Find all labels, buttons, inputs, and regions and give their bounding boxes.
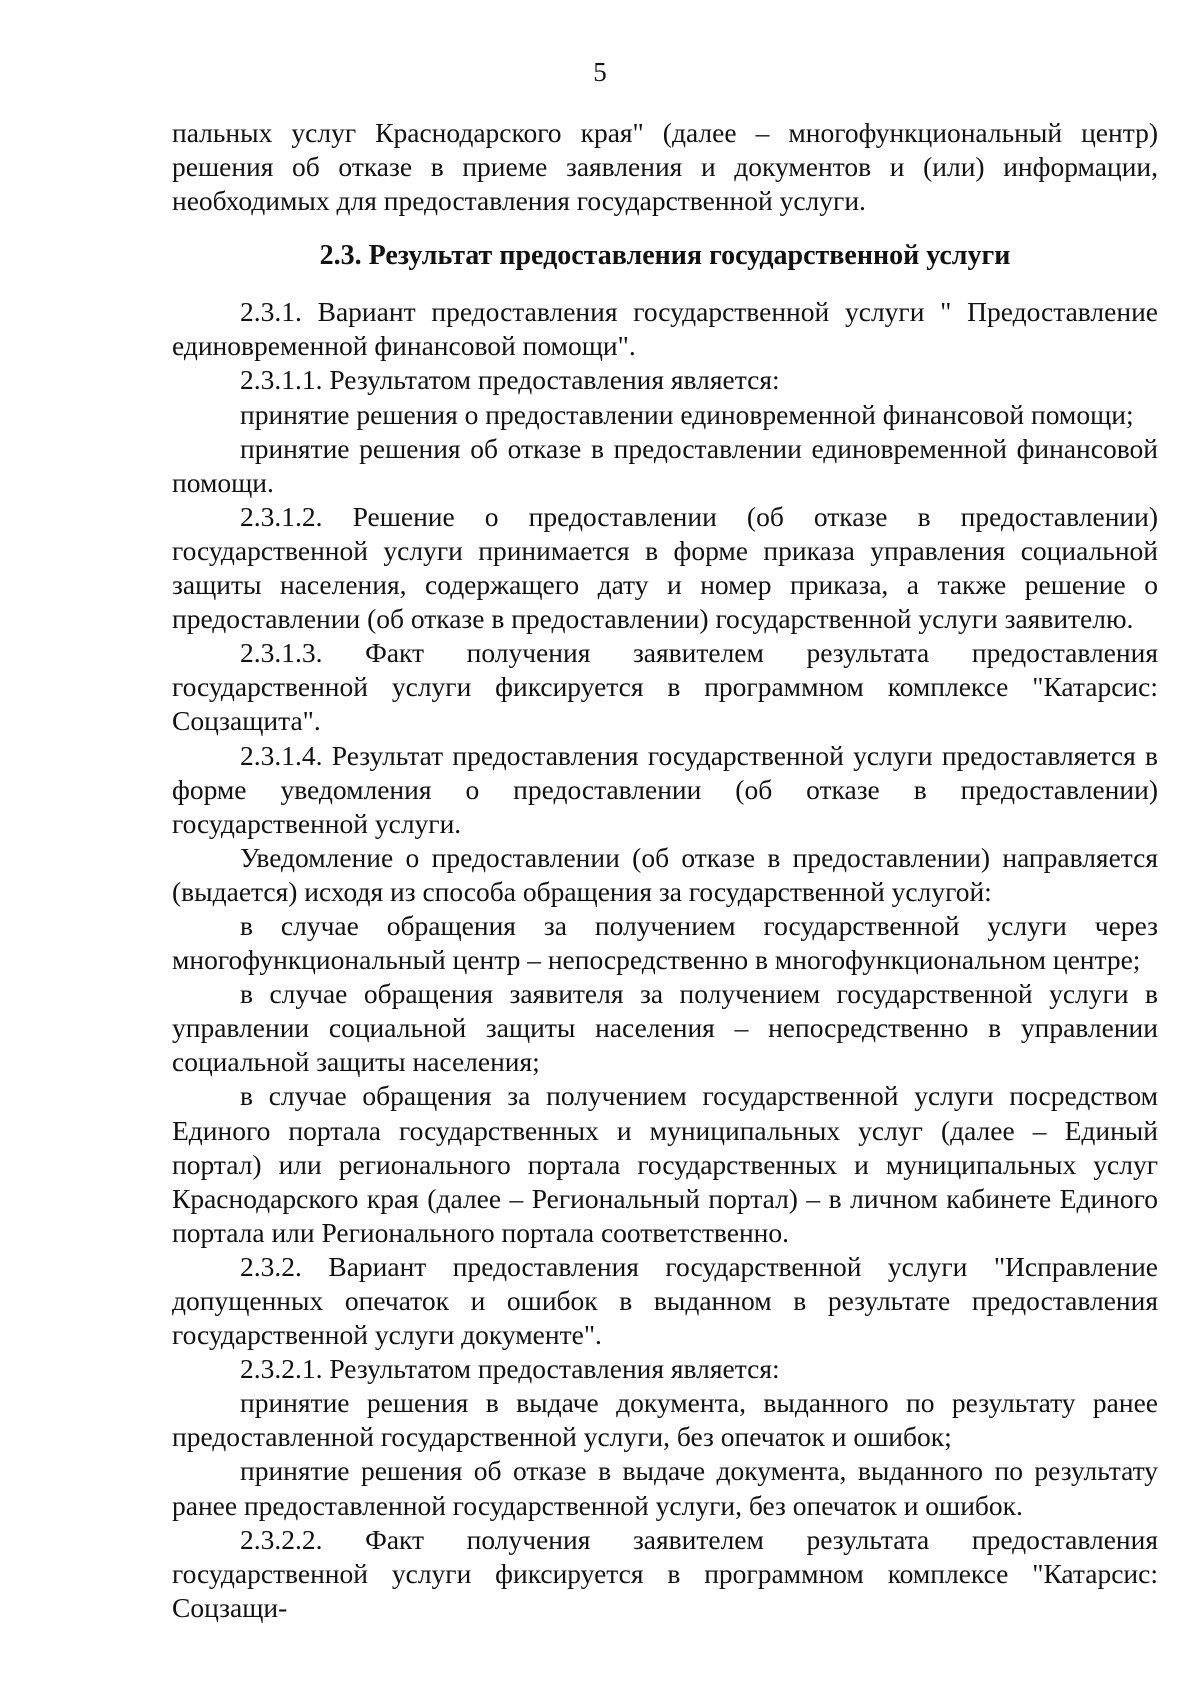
document-body bbox=[172, 116, 1158, 1625]
paragraph: принятие решения об отказе в предоставлении единовременной финансовой помощи. bbox=[172, 432, 1158, 498]
paragraph: Уведомление о предоставлении (об отказе в предоставлении) направляется (выдается) исходя из способа обращения за государственной услугой: bbox=[172, 841, 1158, 907]
paragraph: 2.3.1.3. Факт получения заявителем результата предоставления государственной услуги фиксируется в программном комплексе "Катарсис: Соцзащита". bbox=[172, 637, 1158, 737]
paragraph: 2.3.1. Вариант предоставления государственной услуги " Предоставление единовременной финансовой помощи". bbox=[172, 296, 1158, 362]
paragraph: 2.3.2. Вариант предоставления государственной услуги "Исправление допущенных опечаток и ошибок в выданном в результате предоставления государственной услуги документе". bbox=[172, 1250, 1158, 1351]
paragraph: в случае обращения за получением государственной услуги посредством Единого портала государственных и муниципальных услуг (далее – Единый портал) или регионального портала государственных и муниципальных услуг Краснодарского края (далее – Региональный портал) – в личном кабинете Единого портала или Регионального портала соответственно. bbox=[172, 1080, 1158, 1248]
paragraph: в случае обращения за получением государственной услуги через многофункциональный центр – непосредственно в многофункциональном центре; bbox=[172, 909, 1158, 976]
paragraph: 2.3.2.2. Факт получения заявителем результата предоставления государственной услуги фиксируется в программном комплексе "Катарсис: Соцзащи- bbox=[172, 1523, 1158, 1623]
section-heading: 2.3. Результат предоставления государственной услуги bbox=[319, 240, 1011, 272]
paragraph: принятие решения о предоставлении единовременной финансовой помощи; bbox=[240, 398, 1134, 430]
paragraph: принятие решения в выдаче документа, выданного по результату ранее предоставленной государственной услуги, без опечаток и ошибок; bbox=[172, 1387, 1158, 1453]
paragraph: 2.3.1.1. Результатом предоставления является: bbox=[240, 364, 780, 396]
paragraph: в случае обращения заявителя за получением государственной услуги в управлении социальной защиты населения – непосредственно в управлении социальной защиты населения; bbox=[172, 978, 1158, 1078]
paragraph: 2.3.1.2. Решение о предоставлении (об отказе в предоставлении) государственной услуги принимается в форме приказа управления социальной защиты населения, содержащего дату и номер приказа, а также решение о предоставлении (об отказе в предоставлении) государственной услуги заявителю. bbox=[172, 500, 1158, 635]
paragraph: 2.3.1.4. Результат предоставления государственной услуги предоставляется в форме уведомления о предоставлении (об отказе в предоставлении) государственной услуги. bbox=[172, 739, 1158, 839]
page-number: 5 bbox=[593, 57, 607, 87]
paragraph: 2.3.2.1. Результатом предоставления является: bbox=[240, 1353, 780, 1385]
paragraph: принятие решения об отказе в выдаче документа, выданного по результату ранее предоставленной государственной услуги, без опечаток и ошибок. bbox=[172, 1455, 1158, 1521]
paragraph-continuation: пальных услуг Краснодарского края" (далее – многофункциональный центр) решения об отказе в приеме заявления и документов и (или) информации, необходимых для предоставления государственной услуги. bbox=[172, 117, 1158, 217]
